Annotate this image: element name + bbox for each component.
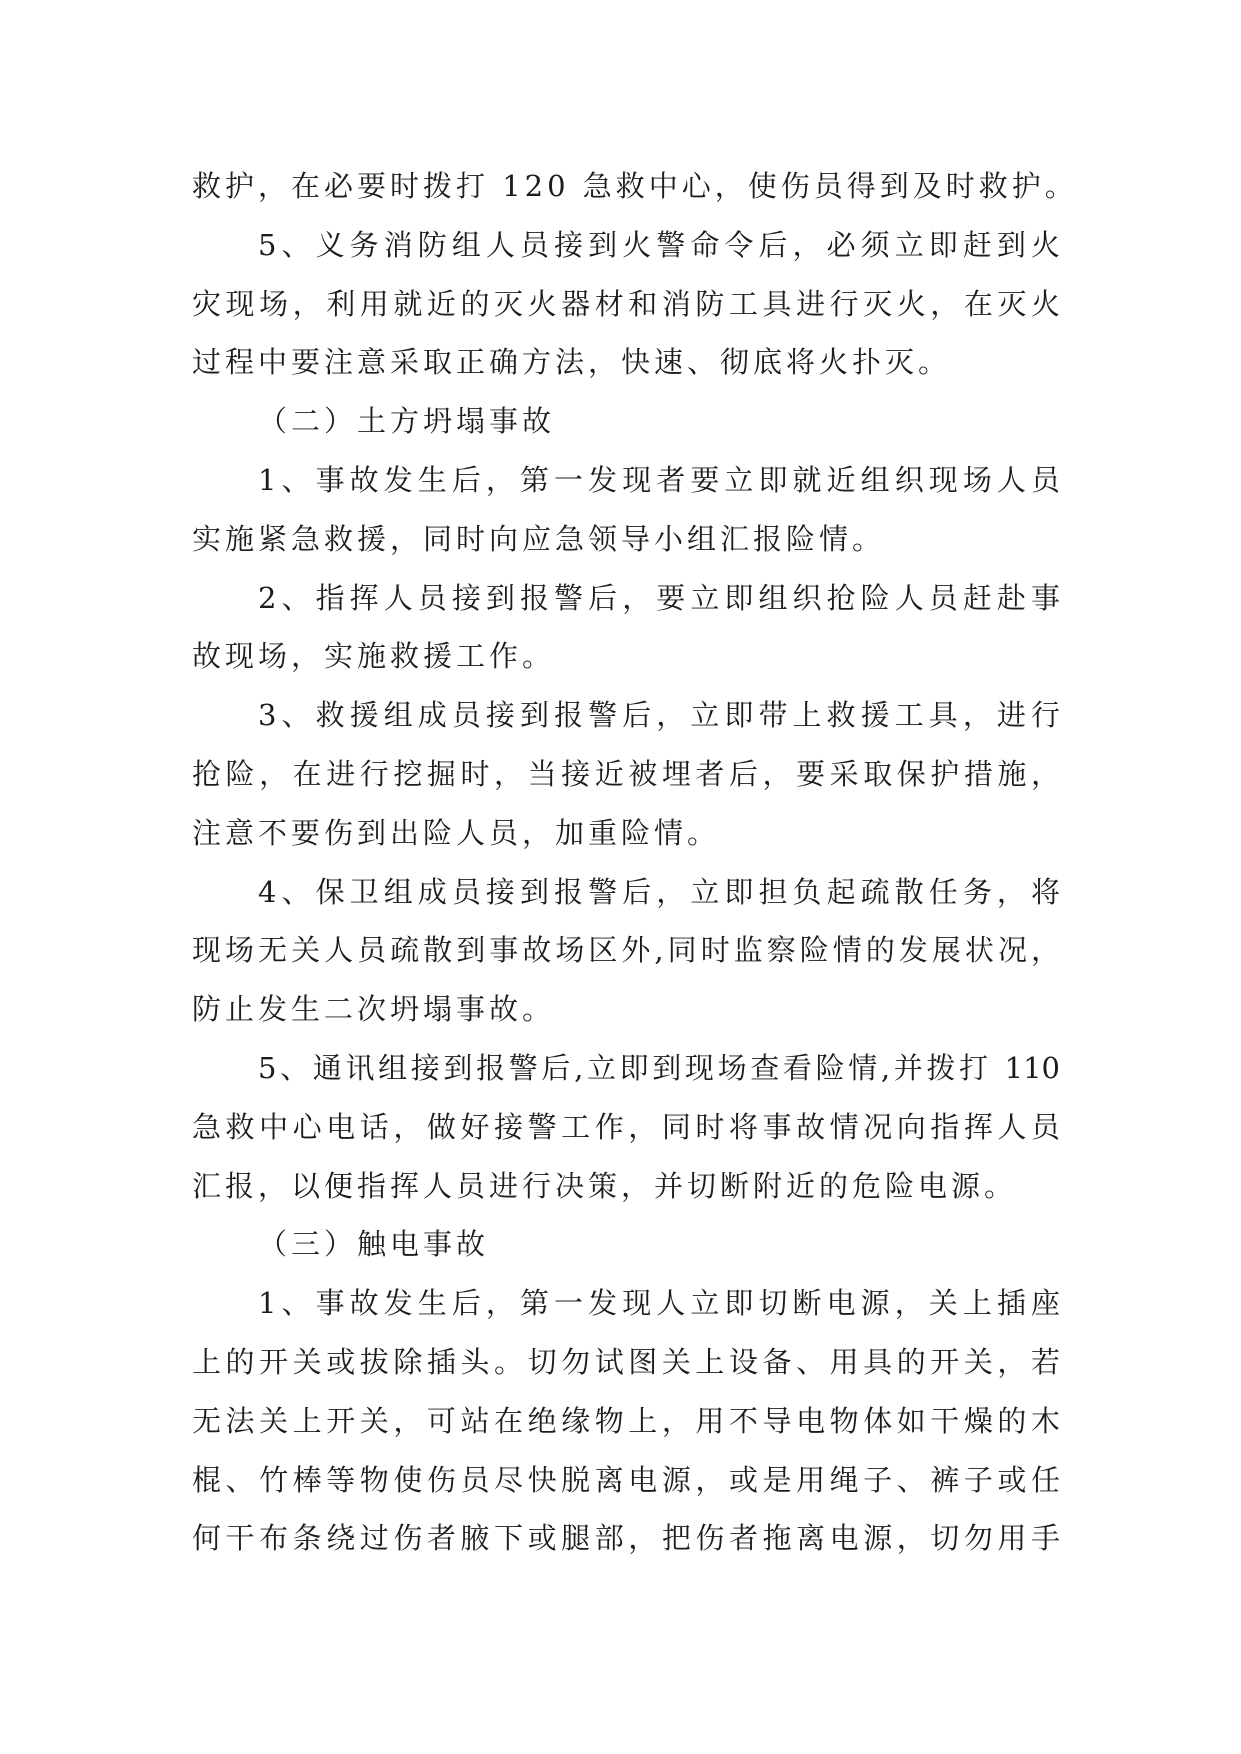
text-line: 注意不要伤到出险人员，加重险情。 [192, 815, 721, 850]
paragraph [192, 1039, 1060, 1215]
text-line: 实施紧急救援，同时向应急领导小组汇报险情。 [192, 521, 886, 556]
page-body-text [192, 157, 1078, 1568]
paragraph [192, 451, 1060, 569]
text-line: 2、指挥人员接到报警后，要立即组织抢险人员赶赴事 [258, 580, 1060, 615]
text-line: 5、义务消防组人员接到火警命令后，必须立即赶到火 [258, 227, 1060, 262]
text-line: 棍、竹棒等物使伤员尽快脱离电源，或是用绳子、裤子或任 [192, 1462, 1060, 1497]
text-line: 何干布条绕过伤者腋下或腿部，把伤者拖离电源，切勿用手 [192, 1521, 1060, 1556]
text-line: 上的开关或拔除插头。切勿试图关上设备、用具的开关，若 [192, 1344, 1060, 1379]
paragraph [192, 569, 1060, 687]
text-line: 汇报，以便指挥人员进行决策，并切断附近的危险电源。 [192, 1168, 1018, 1203]
text-line: 急救中心电话，做好接警工作，同时将事故情况向指挥人员 [192, 1109, 1060, 1144]
text-line: 灾现场，利用就近的灭火器材和消防工具进行灭火，在灭火 [192, 286, 1060, 321]
text-line: 抢险，在进行挖掘时，当接近被埋者后，要采取保护措施， [192, 756, 1060, 791]
text-line: 防止发生二次坍塌事故。 [192, 992, 556, 1027]
section-heading: （二）土方坍塌事故 [258, 404, 556, 439]
section-heading: （三）触电事故 [258, 1227, 490, 1262]
paragraph [192, 686, 1060, 862]
text-line: 救护，在必要时拨打 120 急救中心，使伤员得到及时救护。 [192, 169, 1078, 203]
text-line: 过程中要注意采取正确方法，快速、彻底将火扑灭。 [192, 345, 952, 380]
text-line: 无法关上开关，可站在绝缘物上，用不导电物体如干燥的木 [192, 1403, 1060, 1438]
text-line: 5、通讯组接到报警后,立即到现场查看险情,并拨打 110 [258, 1050, 1060, 1085]
text-line: 1、事故发生后，第一发现人立即切断电源，关上插座 [258, 1286, 1060, 1321]
paragraph-continued [192, 157, 1078, 216]
paragraph [192, 1274, 1060, 1568]
paragraph [192, 216, 1060, 392]
paragraph [192, 863, 1060, 1039]
text-line: 3、救援组成员接到报警后，立即带上救援工具，进行 [258, 698, 1060, 733]
text-line: 4、保卫组成员接到报警后，立即担负起疏散任务，将 [258, 874, 1060, 909]
text-line: 现场无关人员疏散到事故场区外,同时监察险情的发展状况， [192, 933, 1060, 968]
text-line: 故现场，实施救援工作。 [192, 639, 556, 674]
text-line: 1、事故发生后，第一发现者要立即就近组织现场人员 [258, 462, 1060, 497]
